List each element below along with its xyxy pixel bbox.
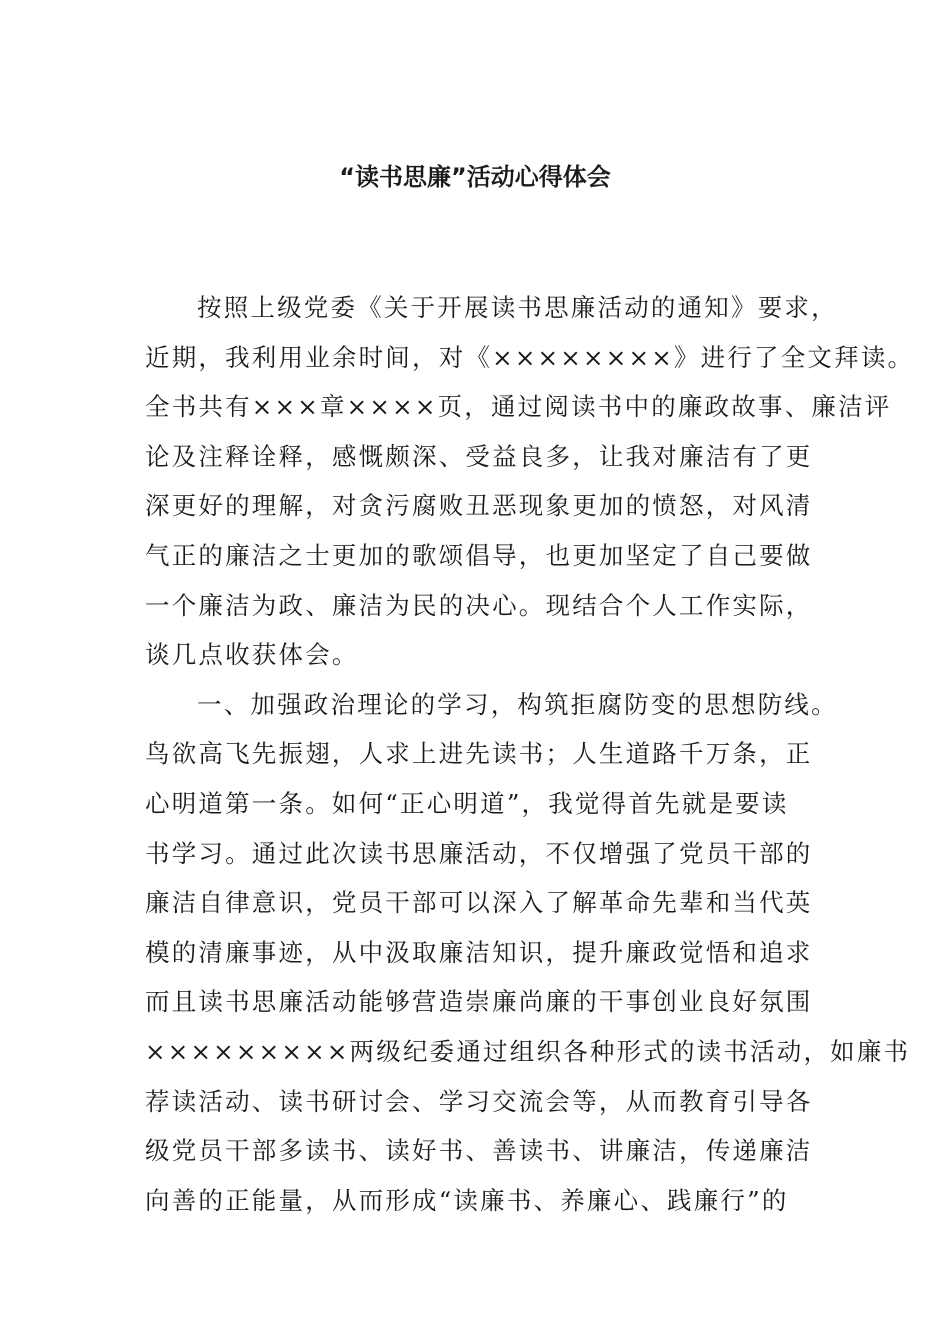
paragraph-2-line-8: ×××××××××两级纪委通过组织各种形式的读书活动，如廉书 — [145, 1036, 911, 1066]
paragraph-2-line-10: 级党员干部多读书、读好书、善读书、讲廉洁，传递廉洁 — [145, 1136, 813, 1166]
paragraph-1-line-5: 深更好的理解，对贪污腐败丑恶现象更加的愤怒，对风清 — [145, 491, 813, 521]
paragraph-1-line-4: 论及注释诠释，感慨颇深、受益良多，让我对廉洁有了更 — [145, 441, 813, 471]
paragraph-1-line-6: 气正的廉洁之士更加的歌颂倡导，也更加坚定了自己要做 — [145, 540, 813, 570]
paragraph-1-line-3: 全书共有×××章××××页，通过阅读书中的廉政故事、廉洁评 — [145, 392, 892, 422]
paragraph-1-line-8: 谈几点收获体会。 — [145, 640, 359, 670]
paragraph-2-line-11: 向善的正能量，从而形成“读廉书、养廉心、践廉行”的 — [145, 1185, 789, 1215]
paragraph-1-line-7: 一个廉洁为政、廉洁为民的决心。现结合个人工作实际， — [145, 590, 813, 620]
paragraph-2-line-2: 鸟欲高飞先振翅，人求上进先读书；人生道路千万条，正 — [145, 739, 813, 769]
paragraph-1-line-1: 按照上级党委《关于开展读书思廉活动的通知》要求， — [197, 293, 838, 322]
paragraph-2-line-4: 书学习。通过此次读书思廉活动，不仅增强了党员干部的 — [145, 838, 813, 868]
paragraph-2-line-3: 心明道第一条。如何“正心明道”，我觉得首先就是要读 — [145, 788, 789, 818]
paragraph-2-line-5: 廉洁自律意识，党员干部可以深入了解革命先辈和当代英 — [145, 888, 813, 918]
paragraph-2-line-1: 一、加强政治理论的学习，构筑拒腐防变的思想防线。 — [197, 689, 838, 719]
document-body — [145, 283, 915, 1225]
paragraph-2-line-7: 而且读书思廉活动能够营造崇廉尚廉的干事创业良好氛围 — [145, 987, 813, 1017]
paragraph-1-line-2: 近期，我利用业余时间，对《××××××××》进行了全文拜读。 — [145, 342, 915, 372]
document-title: “读书思廉”活动心得体会 — [339, 163, 611, 191]
paragraph-2-line-9: 荐读活动、读书研讨会、学习交流会等，从而教育引导各 — [145, 1086, 813, 1116]
paragraph-2-line-6: 模的清廉事迹，从中汲取廉洁知识，提升廉政觉悟和追求 — [145, 937, 813, 967]
